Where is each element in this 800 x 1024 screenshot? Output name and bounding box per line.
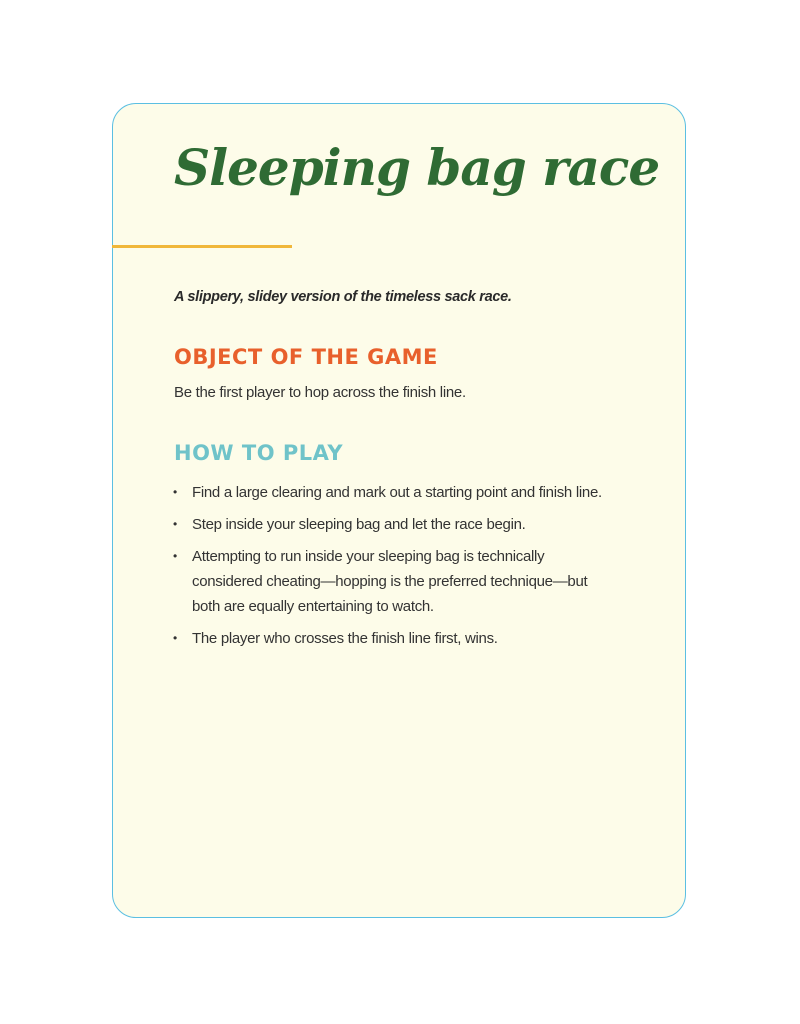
bullet-dot-icon: • <box>173 631 177 645</box>
accent-divider <box>112 245 292 248</box>
card-subtitle: A slippery, slidey version of the timeless sack race. <box>174 289 512 305</box>
object-text: Be the first player to hop across the finish line. <box>174 384 466 401</box>
list-item <box>170 480 610 505</box>
bullet-dot-icon: • <box>173 517 177 531</box>
step-text: Step inside your sleeping bag and let the race begin. <box>192 516 526 533</box>
list-item <box>170 626 610 651</box>
step-text: The player who crosses the finish line first, wins. <box>192 630 498 647</box>
steps-list <box>170 480 610 658</box>
card-title: Sleeping bag race <box>174 138 660 197</box>
list-item <box>170 512 610 537</box>
bullet-dot-icon: • <box>173 549 177 563</box>
step-text: Find a large clearing and mark out a starting point and finish line. <box>192 484 602 501</box>
bullet-dot-icon: • <box>173 485 177 499</box>
how-to-play-heading: HOW TO PLAY <box>174 441 344 465</box>
list-item <box>170 544 610 619</box>
object-heading: OBJECT OF THE GAME <box>174 345 438 369</box>
step-text: Attempting to run inside your sleeping bag is technically considered cheating—hopping is the preferred technique—but both are equally entertaining to watch. <box>192 548 588 615</box>
